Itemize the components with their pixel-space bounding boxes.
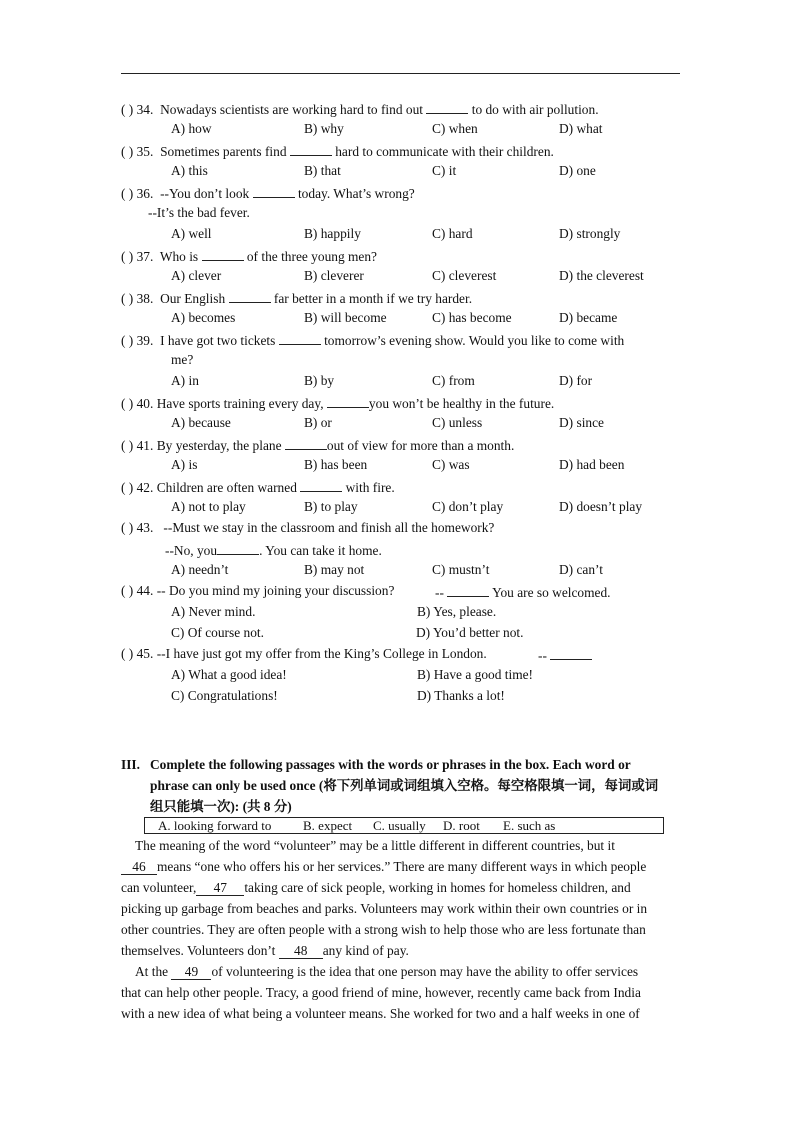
option-c[interactable]: C) cleverest [432, 268, 497, 283]
passage-line [135, 964, 638, 980]
dialogue-reply: --It’s the bad fever. [148, 205, 250, 220]
passage-line: The meaning of the word “volunteer” may be a little different in different countries, but it [135, 838, 615, 853]
answer-blank[interactable] [426, 100, 468, 114]
passage-line [121, 943, 409, 959]
question-number: ( ) 40. [121, 396, 154, 411]
option-c[interactable]: C) unless [432, 415, 483, 430]
option-b[interactable]: B) cleverer [304, 268, 364, 283]
question-stem: Sometimes parents find [160, 144, 287, 159]
passage-text: of volunteering is the idea that one person may have the ability to offer services [211, 964, 639, 979]
option-b[interactable]: B) may not [304, 562, 365, 577]
option-b[interactable]: B) will become [304, 310, 387, 325]
answer-blank-49[interactable]: 49 [171, 965, 211, 980]
answer-blank[interactable] [300, 478, 342, 492]
passage-text: themselves. Volunteers don’t [121, 943, 276, 958]
question-stem: -- Do you mind my joining your discussion? [156, 583, 395, 598]
option-a[interactable]: A) becomes [171, 310, 236, 325]
option-b[interactable]: B) that [304, 163, 341, 178]
question-34 [121, 100, 599, 118]
option-d[interactable]: D) one [559, 163, 596, 178]
dialogue-reply [538, 646, 592, 664]
option-b[interactable]: B) happily [304, 226, 361, 241]
answer-blank[interactable] [550, 646, 592, 660]
passage-line: with a new idea of what being a volunteer means. She worked for two and a half weeks in one of [121, 1006, 640, 1021]
passage-text: taking care of sick people, working in homes for homeless children, and [244, 880, 631, 895]
option-a[interactable]: A) because [171, 415, 231, 430]
passage-text: means “one who offers his or her services.” There are many different ways in which people [157, 859, 647, 874]
reply-dash: -- [538, 648, 547, 663]
question-stem: --Must we stay in the classroom and finish all the homework? [163, 520, 495, 535]
option-a[interactable]: A) this [171, 163, 208, 178]
section-heading: 组只能填一次): (共 8 分) [150, 799, 292, 814]
answer-blank-47[interactable]: 47 [196, 881, 244, 896]
option-c[interactable]: C) from [432, 373, 475, 388]
option-a[interactable]: A) not to play [171, 499, 246, 514]
question-stem-end: out of view for more than a month. [326, 438, 515, 453]
passage-line: that can help other people. Tracy, a good friend of mine, however, recently came back from India [121, 985, 641, 1000]
word-box-item: D. root [443, 818, 480, 833]
question-number: ( ) 44. [121, 583, 154, 598]
option-b[interactable]: B) Have a good time! [417, 667, 534, 682]
option-d[interactable]: D) doesn’t play [559, 499, 643, 514]
question-stem: Have sports training every day, [156, 396, 324, 411]
word-box-item: C. usually [373, 818, 426, 833]
option-c[interactable]: C) Of course not. [171, 625, 264, 640]
option-b[interactable]: B) why [304, 121, 344, 136]
option-d[interactable]: D) became [559, 310, 618, 325]
option-b[interactable]: B) or [304, 415, 332, 430]
option-d[interactable]: D) You’d better not. [416, 625, 524, 640]
question-35 [121, 142, 554, 160]
option-a[interactable]: A) What a good idea! [171, 667, 287, 682]
question-number: ( ) 43. [121, 520, 154, 535]
answer-blank-46[interactable]: 46 [121, 860, 157, 875]
question-stem-end: hard to communicate with their children. [335, 144, 554, 159]
question-40 [121, 394, 554, 412]
question-stem: Nowadays scientists are working hard to find out [160, 102, 423, 117]
question-41 [121, 436, 514, 454]
passage-line: picking up garbage from beaches and parks. Volunteers may work within their own countries or in [121, 901, 648, 916]
question-number: ( ) 34. [121, 102, 154, 117]
option-c[interactable]: C) has become [432, 310, 512, 325]
question-number: ( ) 45. [121, 646, 154, 661]
passage-text: any kind of pay. [322, 943, 409, 958]
answer-blank-48[interactable]: 48 [279, 944, 323, 959]
question-36 [121, 184, 415, 202]
option-c[interactable]: C) mustn’t [432, 562, 490, 577]
header-rule [121, 73, 680, 74]
option-b[interactable]: B) Yes, please. [417, 604, 497, 619]
option-b[interactable]: B) has been [304, 457, 368, 472]
word-box-item: E. such as [503, 818, 556, 833]
question-number: ( ) 36. [121, 186, 154, 201]
section-heading: Complete the following passages with the words or phrases in the box. Each word or [150, 757, 631, 772]
answer-blank[interactable] [447, 583, 489, 597]
question-stem-end: today. What’s wrong? [297, 186, 415, 201]
question-stem-end: with fire. [345, 480, 395, 495]
question-stem: --I have just got my offer from the King’s College in London. [156, 646, 487, 661]
question-stem: Who is [159, 249, 199, 264]
reply-dash: -- [435, 585, 444, 600]
question-number: ( ) 35. [121, 144, 154, 159]
option-d[interactable]: D) had been [559, 457, 625, 472]
question-stem: --You don’t look [160, 186, 250, 201]
question-continuation: me? [171, 352, 194, 367]
passage-line: other countries. They are often people with a strong wish to help those who are less fortunate than [121, 922, 646, 937]
option-a[interactable]: A) well [171, 226, 212, 241]
option-c[interactable]: C) was [432, 457, 470, 472]
question-stem: Children are often warned [156, 480, 297, 495]
answer-blank[interactable] [217, 541, 259, 555]
question-number: ( ) 38. [121, 291, 154, 306]
section-heading: phrase can only be used once (将下列单词或词组填入空格。每空格限填一词，每词或词 [150, 778, 659, 793]
option-b[interactable]: B) by [304, 373, 335, 388]
option-c[interactable]: C) when [432, 121, 478, 136]
answer-blank[interactable] [229, 289, 271, 303]
answer-blank[interactable] [253, 184, 295, 198]
question-stem-end: far better in a month if we try harder. [273, 291, 473, 306]
dialogue-reply [435, 583, 611, 601]
question-43 [121, 520, 494, 536]
option-d[interactable]: D) since [559, 415, 604, 430]
option-d[interactable]: D) what [559, 121, 603, 136]
passage-line [121, 880, 631, 896]
option-d[interactable]: D) Thanks a lot! [417, 688, 505, 703]
dialogue-reply [165, 541, 382, 559]
word-box-item: B. expect [303, 818, 353, 833]
answer-blank[interactable] [202, 247, 244, 261]
option-d[interactable]: D) strongly [559, 226, 621, 241]
passage-text: can volunteer, [121, 880, 197, 895]
option-c[interactable]: C) hard [432, 226, 473, 241]
passage-text: At the [135, 964, 169, 979]
question-39 [121, 331, 624, 349]
reply-end: . You can take it home. [259, 543, 382, 558]
option-b[interactable]: B) to play [304, 499, 358, 514]
answer-blank[interactable] [327, 394, 369, 408]
question-number: ( ) 41. [121, 438, 154, 453]
option-a[interactable]: A) in [171, 373, 199, 388]
question-number: ( ) 37. [121, 249, 154, 264]
option-a[interactable]: A) clever [171, 268, 222, 283]
option-d[interactable]: D) can’t [559, 562, 603, 577]
option-a[interactable]: A) is [171, 457, 198, 472]
answer-blank[interactable] [285, 436, 327, 450]
question-number: ( ) 39. [121, 333, 154, 348]
question-45 [121, 646, 487, 662]
question-38 [121, 289, 472, 307]
option-c[interactable]: C) Congratulations! [171, 688, 278, 703]
question-stem-end: of the three young men? [246, 249, 377, 264]
question-stem-end: to do with air pollution. [471, 102, 599, 117]
question-42 [121, 478, 395, 496]
option-c[interactable]: C) don’t play [432, 499, 504, 514]
answer-blank[interactable] [279, 331, 321, 345]
option-d[interactable]: D) for [559, 373, 593, 388]
option-c[interactable]: C) it [432, 163, 457, 178]
question-number: ( ) 42. [121, 480, 154, 495]
question-44 [121, 583, 394, 599]
option-d[interactable]: D) the cleverest [559, 268, 644, 283]
question-37 [121, 247, 377, 265]
question-stem: By yesterday, the plane [156, 438, 282, 453]
question-stem: I have got two tickets [160, 333, 276, 348]
reply-start: --No, you [165, 543, 218, 558]
reply-text: You are so welcomed. [492, 585, 611, 600]
question-stem-end: tomorrow’s evening show. Would you like to come with [324, 333, 625, 348]
option-a[interactable]: A) Never mind. [171, 604, 256, 619]
option-a[interactable]: A) how [171, 121, 212, 136]
question-stem-end: you won’t be healthy in the future. [368, 396, 555, 411]
word-box [144, 817, 664, 834]
option-a[interactable]: A) needn’t [171, 562, 229, 577]
word-box-item: A. looking forward to [158, 818, 272, 833]
passage-line [121, 859, 646, 875]
answer-blank[interactable] [290, 142, 332, 156]
section-numeral: III. [121, 757, 140, 772]
question-stem: Our English [160, 291, 226, 306]
